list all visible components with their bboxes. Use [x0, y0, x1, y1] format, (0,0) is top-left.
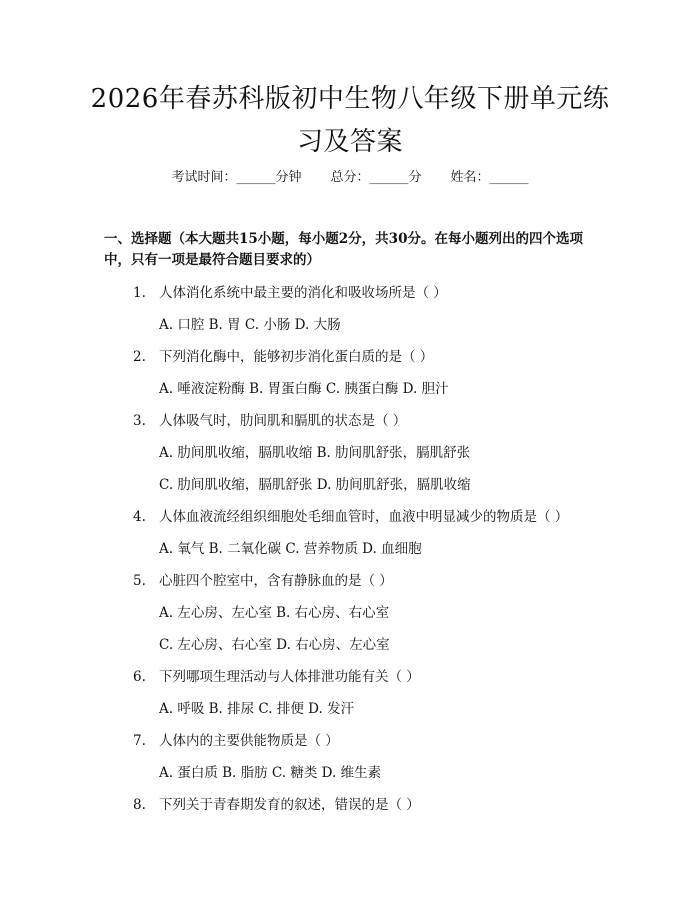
- question-number: 2.: [133, 349, 146, 365]
- question-1: [133, 283, 447, 303]
- total-score-field: 总分：______分: [330, 170, 422, 185]
- exam-meta: [0, 168, 700, 188]
- question-1-options: A. 口腔 B. 胃 C. 小肠 D. 大肠: [159, 317, 341, 333]
- question-3: [133, 411, 406, 431]
- page-title: 2026年春苏科版初中生物八年级下册单元练习及答案: [90, 84, 610, 157]
- section-heading: 一、选择题（本大题共15小题，每小题2分，共30分。在每小题列出的四个选项中，只有一项是最符合题目要求的）: [104, 231, 583, 268]
- question-text: 下列关于青春期发育的叙述，错误的是（ ）: [159, 797, 420, 813]
- exam-time-field: 考试时间：______分钟: [171, 170, 302, 185]
- student-name-field: 姓名：______: [450, 170, 529, 185]
- question-3-options-row-1: A. 肋间肌收缩，膈肌收缩 B. 肋间肌舒张，膈肌舒张: [159, 445, 471, 461]
- question-3-options-row-2: C. 肋间肌收缩，膈肌舒张 D. 肋间肌舒张，膈肌收缩: [159, 477, 471, 493]
- question-number: 3.: [133, 413, 146, 429]
- question-5-options-row-2: C. 左心房、右心室 D. 右心房、左心室: [159, 637, 390, 653]
- question-number: 6.: [133, 669, 146, 685]
- question-number: 1.: [133, 285, 146, 301]
- question-text: 人体消化系统中最主要的消化和吸收场所是（ ）: [159, 285, 447, 301]
- question-6: [133, 667, 420, 687]
- question-2-options: A. 唾液淀粉酶 B. 胃蛋白酶 C. 胰蛋白酶 D. 胆汁: [159, 381, 449, 397]
- question-7-options: A. 蛋白质 B. 脂肪 C. 糖类 D. 维生素: [159, 765, 382, 781]
- question-text: 人体血液流经组织细胞处毛细血管时，血液中明显减少的物质是（ ）: [159, 509, 569, 525]
- question-6-options: A. 呼吸 B. 排尿 C. 排便 D. 发汗: [159, 701, 355, 717]
- question-8: [133, 795, 420, 815]
- question-text: 下列消化酶中，能够初步消化蛋白质的是（ ）: [159, 349, 434, 365]
- question-text: 下列哪项生理活动与人体排泄功能有关（ ）: [159, 669, 420, 685]
- question-5: [133, 571, 393, 591]
- question-5-options-row-1: A. 左心房、左心室 B. 右心房、右心室: [159, 605, 390, 621]
- question-text: 人体吸气时，肋间肌和膈肌的状态是（ ）: [159, 413, 407, 429]
- question-text: 人体内的主要供能物质是（ ）: [159, 733, 339, 749]
- question-text: 心脏四个腔室中，含有静脉血的是（ ）: [159, 573, 393, 589]
- question-4-options: A. 氧气 B. 二氧化碳 C. 营养物质 D. 血细胞: [159, 541, 422, 557]
- question-number: 8.: [133, 797, 146, 813]
- question-number: 7.: [133, 733, 146, 749]
- question-number: 4.: [133, 509, 146, 525]
- question-2: [133, 347, 433, 367]
- question-4: [133, 507, 568, 527]
- question-number: 5.: [133, 573, 146, 589]
- question-7: [133, 731, 339, 751]
